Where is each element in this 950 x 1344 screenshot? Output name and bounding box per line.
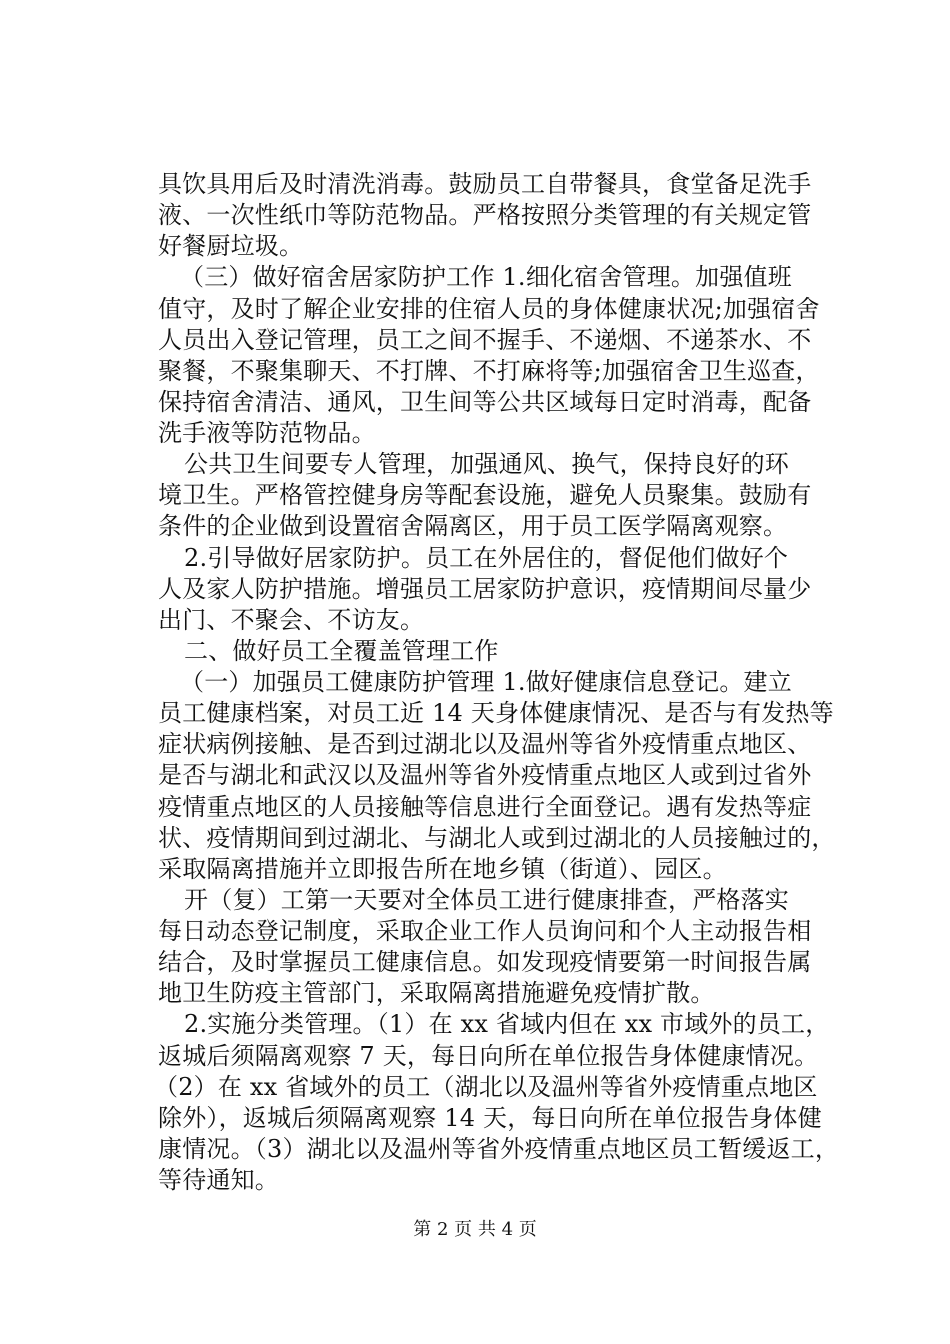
- paragraph-line: 人员出入登记管理，员工之间不握手、不递烟、不递茶水、不: [158, 325, 812, 354]
- paragraph-line: 康情况。（3）湖北以及温州等省外疫情重点地区员工暂缓返工，: [158, 1134, 840, 1163]
- paragraph-line: 地卫生防疫主管部门，采取隔离措施避免疫情扩散。: [158, 979, 715, 1008]
- paragraph-line: 人及家人防护措施。增强员工居家防护意识，疫情期间尽量少: [158, 574, 812, 603]
- paragraph-line: （2）在 xx 省域外的员工（湖北以及温州等省外疫情重点地区: [154, 1072, 818, 1101]
- paragraph-line: 境卫生。严格管控健身房等配套设施，避免人员聚集。鼓励有: [158, 481, 812, 510]
- paragraph-line: 症状病例接触、是否到过湖北以及温州等省外疫情重点地区、: [158, 730, 812, 759]
- paragraph-line: 好餐厨垃圾。: [158, 232, 304, 261]
- paragraph-line: 条件的企业做到设置宿舍隔离区，用于员工医学隔离观察。: [158, 512, 788, 541]
- paragraph-line: 公共卫生间要专人管理，加强通风、换气，保持良好的环: [184, 450, 789, 479]
- paragraph-line: 2.引导做好居家防护。员工在外居住的，督促他们做好个: [184, 543, 789, 572]
- paragraph-line: 具饮具用后及时清洗消毒。鼓励员工自带餐具，食堂备足洗手: [158, 170, 812, 198]
- section-heading-line: （三）做好宿舍居家防护工作 1.细化宿舍管理。加强值班: [180, 263, 792, 292]
- paragraph-line: 每日动态登记制度，采取企业工作人员询问和个人主动报告相: [158, 917, 812, 945]
- paragraph-line: 聚餐，不聚集聊天、不打牌、不打麻将等;加强宿舍卫生巡查，: [158, 356, 820, 385]
- paragraph-line: 员工健康档案，对员工近 14 天身体健康情况、是否与有发热等: [158, 699, 834, 728]
- section-heading-line: （一）加强员工健康防护管理 1.做好健康信息登记。建立: [180, 668, 792, 696]
- paragraph-line: 出门、不聚会、不访友。: [158, 605, 425, 634]
- paragraph-line: 采取隔离措施并立即报告所在地乡镇（街道）、园区。: [158, 854, 727, 883]
- paragraph-line: 是否与湖北和武汉以及温州等省外疫情重点地区人或到过省外: [158, 761, 812, 790]
- paragraph-line: 洗手液等防范物品。: [158, 419, 376, 447]
- page-number-footer: 第 2 页 共 4 页: [413, 1219, 537, 1240]
- paragraph-line: 除外），返城后须隔离观察 14 天，每日向所在单位报告身体健: [158, 1103, 822, 1132]
- paragraph-line: 返城后须隔离观察 7 天，每日向所在单位报告身体健康情况。: [158, 1041, 819, 1070]
- paragraph-line: 疫情重点地区的人员接触等信息进行全面登记。遇有发热等症: [158, 792, 812, 821]
- paragraph-line: 2.实施分类管理。（1）在 xx 省域内但在 xx 市域外的员工，: [184, 1010, 830, 1039]
- paragraph-line: 开（复）工第一天要对全体员工进行健康排查，严格落实: [184, 885, 789, 914]
- section-heading-line: 二、做好员工全覆盖管理工作: [184, 636, 499, 665]
- paragraph-line: 液、一次性纸巾等防范物品。严格按照分类管理的有关规定管: [158, 201, 812, 230]
- paragraph-line: 状、疫情期间到过湖北、与湖北人或到过湖北的人员接触过的，: [158, 823, 836, 852]
- paragraph-line: 值守，及时了解企业安排的住宿人员的身体健康状况;加强宿舍: [158, 294, 820, 323]
- paragraph-line: 等待通知。: [158, 1166, 279, 1194]
- paragraph-line: 保持宿舍清洁、通风，卫生间等公共区域每日定时消毒，配备: [158, 387, 812, 416]
- paragraph-line: 结合，及时掌握员工健康信息。如发现疫情要第一时间报告属: [158, 948, 812, 977]
